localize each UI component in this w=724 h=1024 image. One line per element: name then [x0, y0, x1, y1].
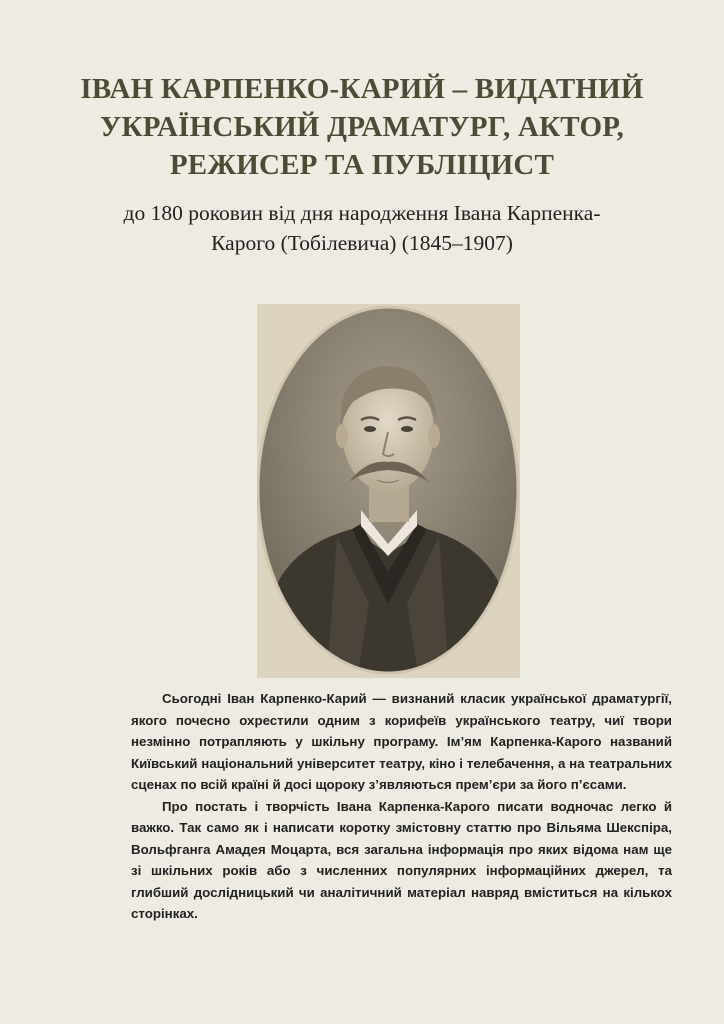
subtitle-line: до 180 роковин від дня народження Івана Карпенка-: [123, 201, 601, 225]
page-title: [60, 70, 664, 184]
subtitle: [70, 198, 654, 258]
article-body: [131, 688, 672, 925]
portrait-illustration: [257, 304, 520, 678]
subtitle-line: Карого (Тобілевича) (1845–1907): [211, 231, 513, 255]
paragraph: Сьогодні Іван Карпенко-Карий — визнаний класик української драматургії, якого почесно охрестили одним з корифеїв українського театру, чиї твори незмінно потрапляють у шкільну програму. Ім’ям Карпенка-Карого названий Київський національний університет театру, кіно і телебачення, а на театральних сценах по всій країні й досі щороку з’являються прем’єри за його п’єсами.: [131, 691, 672, 792]
title-line: РЕЖИСЕР ТА ПУБЛІЦИСТ: [169, 149, 555, 181]
title-line: ІВАН КАРПЕНКО-КАРИЙ – ВИДАТНИЙ: [80, 73, 644, 105]
paragraph: Про постать і творчість Івана Карпенка-Карого писати водночас легко й важко. Так само як і написати коротку змістовну статтю про Вільяма Шекспіра, Вольфганга Амадея Моцарта, вся загальна інформація про яких відома нам ще зі шкільних років або з численних популярних інформаційних джерел, та глибший дослідницький чи аналітичний матеріал навряд вміститься на кількох сторінках.: [131, 798, 672, 921]
title-line: УКРАЇНСЬКИЙ ДРАМАТУРГ, АКТОР,: [100, 111, 624, 143]
portrait-photo: [257, 304, 520, 678]
